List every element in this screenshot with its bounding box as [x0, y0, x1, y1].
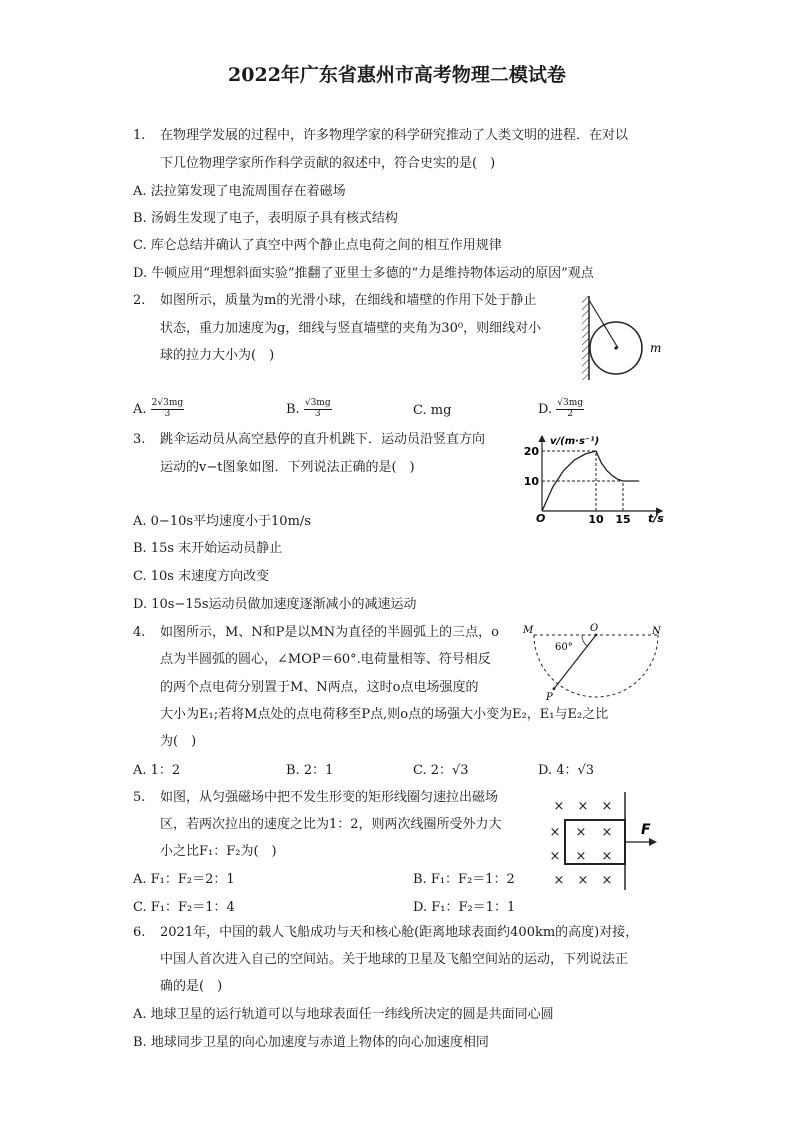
field-cross: × — [577, 799, 589, 814]
option-c[interactable]: C. 10s 末速度方向改变 — [133, 569, 270, 584]
ball-center — [614, 346, 617, 349]
field-cross: × — [549, 825, 561, 840]
ball-wall-figure — [578, 292, 668, 384]
label-p: P — [546, 692, 553, 703]
option-d[interactable] — [538, 399, 584, 420]
fraction-denominator: 3 — [164, 408, 171, 419]
option-d[interactable]: D. 4：√3 — [538, 763, 595, 778]
question-text-line: 确的是( ) — [160, 979, 223, 994]
x-tick-label: 15 — [615, 513, 631, 526]
question-text-line: 如图，从匀强磁场中把不发生形变的矩形线圈匀速拉出磁场 — [160, 790, 499, 805]
fraction-numerator: 2√3mg — [151, 398, 184, 408]
option-b[interactable] — [286, 399, 332, 420]
fraction — [304, 399, 332, 420]
option-b[interactable]: B. 地球同步卫星的向心加速度与赤道上物体的向心加速度相同 — [133, 1035, 489, 1050]
option-b[interactable]: B. 2：1 — [286, 763, 334, 778]
question-text-line: 中国人首次进入自己的空间站。关于地球的卫星及飞船空间站的运动，下列说法正 — [160, 952, 629, 967]
question-number: 2. — [133, 293, 146, 308]
fraction-numerator: √3mg — [557, 398, 583, 408]
question-text-line: 大小为E₁;若将M点处的点电荷移至P点,则o点的场强大小变为E₂，E₁与E₂之比 — [160, 707, 609, 722]
question-text-line: 下几位物理学家所作科学贡献的叙述中，符合史实的是( ) — [160, 156, 496, 171]
question-text-line: 小之比F₁：F₂为( ) — [160, 844, 277, 859]
fraction — [151, 399, 184, 420]
fraction-denominator: 3 — [314, 408, 321, 419]
label-n: N — [652, 626, 661, 637]
option-a[interactable]: A. 1：2 — [133, 763, 181, 778]
field-cross: × — [601, 849, 613, 864]
option-label: D. — [538, 401, 553, 417]
fraction — [556, 399, 584, 420]
option-b[interactable]: B. 汤姆生发现了电子，表明原子具有核式结构 — [133, 211, 398, 226]
point-o — [595, 634, 598, 637]
option-c[interactable]: C. 2：√3 — [413, 763, 469, 778]
option-c[interactable]: C. 库仑总结并确认了真空中两个静止点电荷之间的相互作用规律 — [133, 238, 502, 253]
field-cross: × — [575, 825, 587, 840]
origin-label: O — [536, 512, 546, 525]
option-label: B. — [286, 401, 300, 417]
question-text-line: 跳伞运动员从高空悬停的直升机跳下．运动员沿竖直方向 — [160, 432, 486, 447]
angle-label: 60° — [555, 642, 573, 653]
series-line — [542, 451, 639, 511]
question-number: 1. — [133, 128, 146, 143]
force-arrow-head — [649, 838, 657, 846]
force-label: F — [641, 822, 651, 838]
option-d[interactable]: D. 10s−15s运动员做加速度逐渐减小的减速运动 — [133, 597, 417, 612]
option-a[interactable]: A. F₁：F₂＝2：1 — [133, 872, 235, 887]
option-c[interactable]: C. mg — [413, 403, 452, 418]
fraction-denominator: 2 — [567, 408, 573, 419]
field-cross: × — [549, 849, 561, 864]
angle-arc — [582, 635, 587, 646]
y-axis-label: v/(m·s⁻¹) — [550, 436, 600, 447]
question-text-line: 区，若两次拉出的速度之比为1：2，则两次线圈所受外力大 — [160, 817, 502, 832]
field-cross: × — [577, 873, 589, 888]
y-tick-label: 10 — [523, 475, 539, 488]
mass-label: m — [650, 341, 662, 355]
field-cross: × — [601, 799, 613, 814]
question-text-line: 状态，重力加速度为g，细线与竖直墙壁的夹角为30⁰，则细线对小 — [160, 321, 542, 336]
fraction-numerator: √3mg — [304, 398, 331, 408]
question-text-line: 如图所示，M、N和P是以MN为直径的半圆弧上的三点，o — [160, 625, 499, 640]
point-p — [553, 687, 556, 690]
vt-chart — [523, 430, 670, 526]
string-line — [589, 300, 618, 348]
field-cross: × — [601, 825, 613, 840]
page-title: 2022年广东省惠州市高考物理二模试卷 — [228, 64, 566, 86]
question-number: 5. — [133, 790, 146, 805]
x-tick-label: 10 — [588, 513, 604, 526]
question-text-line: 2021年，中国的载人飞船成功与天和核心舱(距离地球表面约400km的高度)对接， — [160, 925, 639, 940]
y-tick-label: 20 — [523, 445, 539, 458]
field-cross: × — [601, 873, 613, 888]
option-a[interactable]: A. 地球卫星的运行轨道可以与地球表面任一纬线所决定的圆是共面同心圆 — [133, 1007, 554, 1022]
question-number: 6. — [133, 925, 146, 940]
option-d[interactable]: D. F₁：F₂＝1：1 — [413, 900, 516, 915]
label-m: M — [523, 625, 534, 636]
semicircle-arc — [534, 635, 658, 697]
question-number: 4. — [133, 625, 146, 640]
field-cross: × — [553, 799, 565, 814]
option-a[interactable] — [133, 399, 184, 420]
question-text-line: 的两个点电荷分别置于M、N两点，这时o点电场强度的 — [160, 680, 479, 695]
field-cross: × — [575, 849, 587, 864]
magnetic-field-figure — [545, 788, 665, 894]
option-b[interactable]: B. 15s 末开始运动员静止 — [133, 541, 283, 556]
question-text-line: 在物理学发展的过程中，许多物理学家的科学研究推动了人类文明的进程．在对以 — [160, 128, 629, 143]
option-a[interactable]: A. 法拉第发现了电流周围存在着磁场 — [133, 184, 346, 199]
question-text-line: 为( ) — [160, 734, 197, 749]
question-text-line: 点为半圆弧的圆心，∠MOP＝60°.电荷量相等、符号相反 — [160, 652, 491, 667]
option-d[interactable]: D. 牛顿应用“理想斜面实验”推翻了亚里士多德的“力是维持物体运动的原因”观点 — [133, 266, 594, 281]
question-number: 3. — [133, 432, 146, 447]
option-c[interactable]: C. F₁：F₂＝1：4 — [133, 900, 235, 915]
label-o: O — [590, 623, 599, 634]
coil-rectangle — [565, 820, 625, 864]
semicircle-figure — [520, 620, 670, 702]
question-text-line: 如图所示，质量为m的光滑小球，在细线和墙壁的作用下处于静止 — [160, 293, 537, 308]
question-text-line: 运动的v−t图象如图．下列说法正确的是( ) — [160, 460, 415, 475]
option-b[interactable]: B. F₁：F₂＝1：2 — [413, 872, 515, 887]
option-a[interactable]: A. 0−10s平均速度小于10m/s — [133, 514, 311, 529]
wall-hatch — [582, 296, 589, 380]
field-cross: × — [553, 873, 565, 888]
x-axis-label: t/s — [648, 512, 664, 525]
option-label: A. — [133, 401, 147, 417]
question-text-line: 球的拉力大小为( ) — [160, 348, 275, 363]
